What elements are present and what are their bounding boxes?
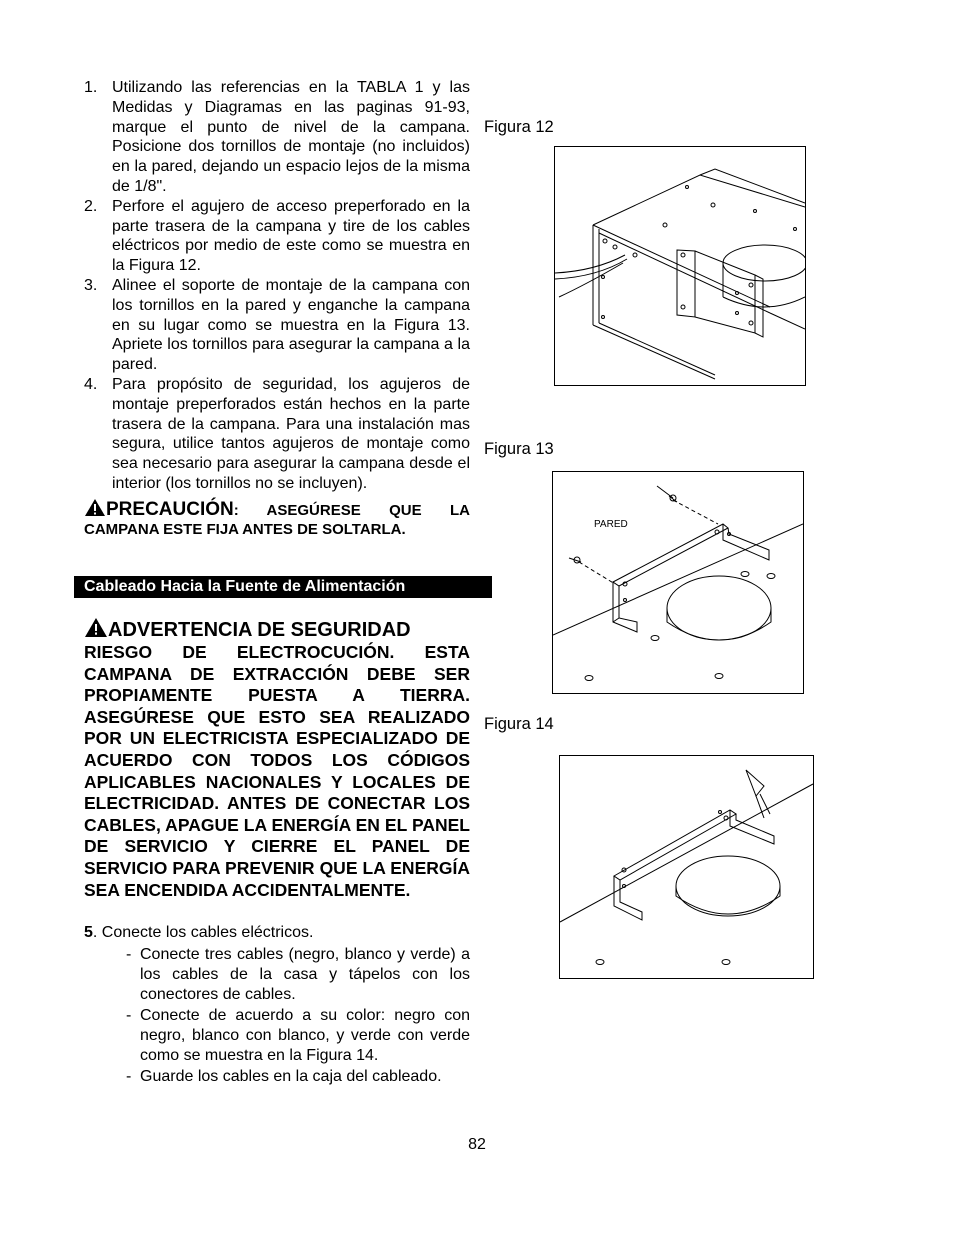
- figure-12: [554, 146, 806, 386]
- sub-item: - Conecte tres cables (negro, blanco y verde) a los cables de la casa y tápelos con los conectores de cables.: [126, 946, 470, 1003]
- page-number: 82: [468, 1136, 486, 1153]
- figure-13-label: Figura 13: [484, 440, 554, 458]
- caution-title: PRECAUCIÓN: [106, 498, 234, 520]
- step-1: 1. Utilizando las referencias en la TABLA 1 y las Medidas y Diagramas en las paginas 91-93, marque el punto de nivel de la campana. Posicione dos tornillos de montaje (no incluidos) en la pared, dejando un espacio lejos de la misma de 1/8".: [84, 79, 470, 195]
- warning-triangle-icon: [84, 617, 108, 638]
- figure-14-label: Figura 14: [484, 715, 554, 733]
- warning-title: ADVERTENCIA DE SEGURIDAD: [108, 619, 411, 641]
- warning-heading: [84, 617, 470, 642]
- figure-14-illustration: [560, 756, 813, 978]
- figure-12-label: Figura 12: [484, 118, 554, 136]
- step-2: 2. Perfore el agujero de acceso preperforado en la parte trasera de la campana y tire de los cables eléctricos por medio de este como se muestra en la Figura 12.: [84, 197, 470, 275]
- sub-item: - Guarde los cables en la caja del cableado.: [126, 1068, 442, 1085]
- instructions-column: [84, 78, 470, 539]
- step-5-lead: 5. Conecte los cables eléctricos.: [84, 924, 314, 941]
- caution-text: : ASEGÚRESE QUE LA CAMPANA ESTE FIJA ANTES DE SOLTARLA.: [84, 501, 470, 538]
- figure-14: [559, 755, 814, 979]
- figure-13-wall-label: PARED: [594, 519, 628, 530]
- sub-item: - Conecte de acuerdo a su color: negro con negro, blanco con blanco, y verde con verde como se muestra en la Figura 14.: [126, 1007, 470, 1064]
- figure-13-illustration: [553, 472, 803, 693]
- figure-13: [552, 471, 804, 694]
- step-3: 3. Alinee el soporte de montaje de la campana con los tornillos en la pared y enganche la campana en su lugar como se muestra en la Figura 13. Apriete los tornillos para asegurar la campana a la pared.: [84, 276, 470, 374]
- caution-note: [84, 498, 470, 539]
- warning-triangle-icon: [84, 498, 106, 517]
- figure-12-illustration: [555, 147, 805, 385]
- section-heading: Cableado Hacia la Fuente de Alimentación: [74, 576, 490, 598]
- safety-warning: [84, 617, 470, 901]
- step-5: [84, 923, 470, 1088]
- warning-body: RIESGO DE ELECTROCUCIÓN. ESTA CAMPANA DE EXTRACCIÓN DEBE SER PROPIAMENTE PUESTA A TIERRA. ASEGÚRESE QUE ESTO SEA REALIZADO POR UN ELECTRICISTA ESPECIALIZADO DE ACUERDO CON TODOS LOS CÓDIGOS APLICABLES NACIONALES Y LOCALES DE ELECTRICIDAD. ANTES DE CONECTAR LOS CABLES, APAGUE LA ENERGÍA EN EL PANEL DE SERVICIO Y CIERRE EL PANEL DE SERVICIO PARA PREVENIR QUE LA ENERGÍA SEA ENCENDIDA ACCIDENTALMENTE.: [84, 642, 470, 900]
- step-5-sublist: [84, 945, 470, 1087]
- steps-list: [84, 78, 470, 494]
- step-4: 4. Para propósito de seguridad, los agujeros de montaje preperforados están hechos en la parte trasera de la campana. Para una instalación mas segura, utilice tantos agujeros de montaje como sea necesario para asegurar la campana desde el interior (los tornillos no se incluyen).: [84, 375, 470, 492]
